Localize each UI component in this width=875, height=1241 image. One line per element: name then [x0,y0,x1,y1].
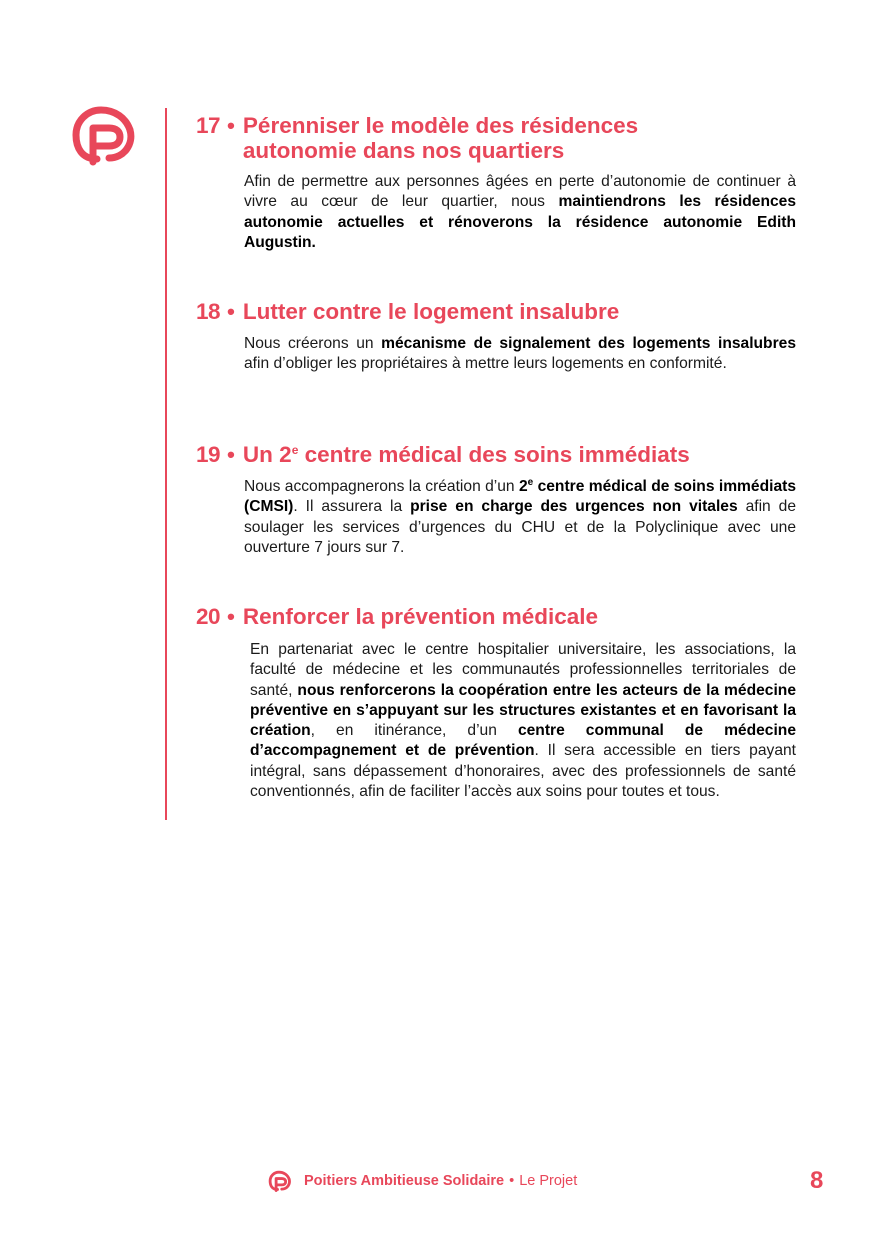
item-heading [196,113,796,163]
item-heading [196,299,796,324]
item-17 [196,113,796,253]
item-title: Renforcer la prévention médicale [242,604,599,629]
item-body: Nous accompagnerons la création d’un 2e centre médical de soins immédiats (CMSI). Il assurera la prise en charge des urgences non vitales afin de soulager les services d’urgences du CHU et de la Polyclinique avec une ouverture 7 jours sur 7. [244,477,796,556]
item-number: 17 [196,113,221,138]
item-separator: • [227,113,235,138]
item-number: 18 [196,299,221,324]
item-title: Pérenniser le modèle des résidences autonomie dans nos quartiers [242,113,639,163]
item-body: Afin de permettre aux personnes âgées en perte d’autonomie de continuer à vivre au cœur de leur quartier, nous maintiendrons les résidences autonomie actuelles et rénoverons la résidence autonomie Edith Augustin. [244,173,797,251]
item-separator: • [227,604,235,629]
vertical-rule [165,108,167,820]
item-body: Nous créerons un mécanisme de signalement des logements insalubres afin d’obliger les propriétaires à mettre leurs logements en conformité. [244,335,796,373]
poitiers-logo-icon [70,104,138,166]
item-18 [196,299,796,375]
item-number: 20 [196,604,221,629]
footer-subtitle: Le Projet [519,1173,578,1189]
footer-separator: • [509,1173,515,1189]
item-separator: • [227,442,235,467]
item-heading [196,604,796,629]
item-number: 19 [196,442,221,467]
item-title: Un 2e centre médical des soins immédiats [242,442,690,467]
item-body: En partenariat avec le centre hospitalier universitaire, les associations, la faculté de médecine et les communautés professionnelles territoriales de santé, nous renforcerons la coopération entre les acteurs de la médecine préventive en s’appuyant sur les structures existantes et en favorisant la création, en itinérance, d’un centre communal de médecine d’accompagnement et de prévention. Il sera accessible en tiers payant intégral, sans dépassement d’honoraires, avec des professionnels de santé conventionnés, afin de faciliter l’accès aux soins pour toutes et tous. [250,641,797,801]
item-20 [196,604,796,802]
footer [268,1168,577,1194]
page-number: 8 [810,1167,824,1194]
footer-brand: Poitiers Ambitieuse Solidaire [304,1173,505,1189]
item-19 [196,442,796,558]
poitiers-logo-icon [268,1170,292,1192]
item-title: Lutter contre le logement insalubre [242,299,620,324]
item-heading [196,442,796,467]
item-separator: • [227,299,235,324]
